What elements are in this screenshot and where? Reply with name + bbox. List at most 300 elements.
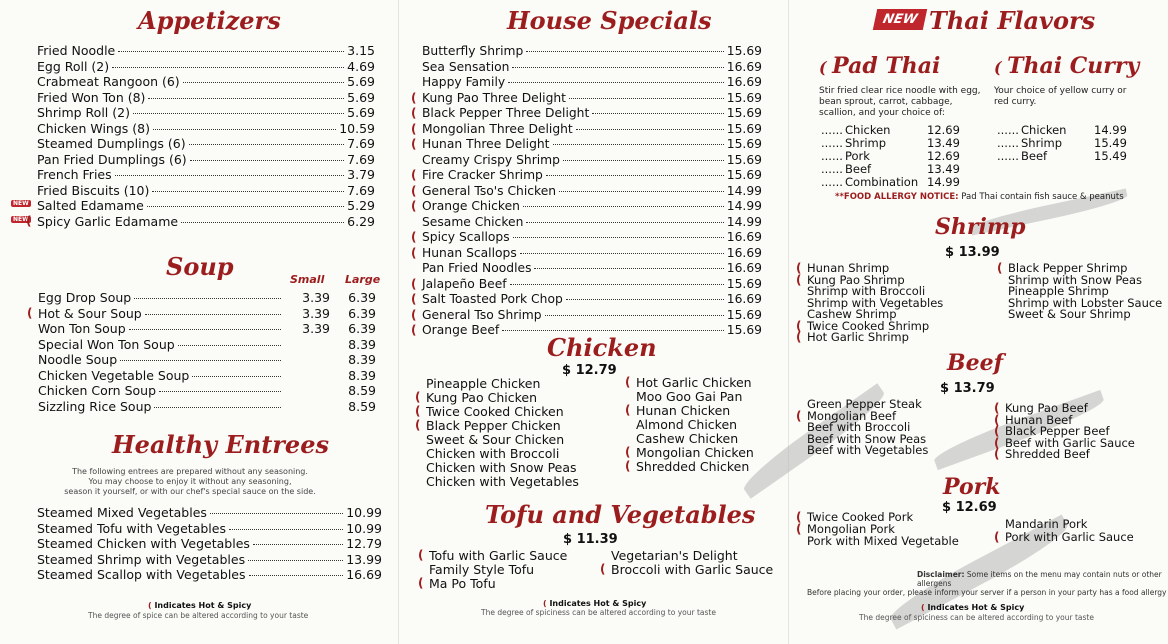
menu-item-price: 7.69: [347, 136, 375, 151]
menu-item: [636, 417, 754, 431]
menu-item-price-large: 8.59: [348, 383, 376, 398]
chicken-list-left: [415, 376, 579, 489]
disclaimer-label: Disclaimer:: [917, 570, 965, 579]
allergy-label: **FOOD ALLERGY NOTICE:: [835, 192, 959, 202]
menu-item: [411, 168, 762, 184]
chili-icon: (: [796, 318, 802, 333]
menu-item-name: Fried Biscuits (10): [37, 182, 150, 198]
dot-leader: [190, 160, 344, 161]
dot-leader: [526, 51, 724, 52]
menu-item-name: Hunan Chicken: [636, 403, 731, 418]
menu-item-price: 16.69: [726, 261, 762, 275]
chili-icon: (: [625, 403, 631, 417]
menu-item-price-small: 3.39: [302, 305, 330, 321]
new-badge: NEW: [873, 9, 928, 30]
thai-curry-list: [997, 123, 1127, 162]
menu-item-name: Crabmeat Rangoon (6): [37, 74, 180, 89]
menu-item-name: Black Pepper Beef: [1005, 424, 1110, 438]
menu-item-price: 15.69: [726, 276, 762, 291]
menu-item: [997, 261, 1162, 275]
menu-item-name: Kung Pao Beef: [1005, 401, 1088, 415]
menu-item-price: 14.99: [1094, 123, 1127, 137]
chili-icon: (: [625, 375, 631, 389]
menu-item-price-large: 8.39: [348, 336, 376, 352]
menu-item: [38, 337, 376, 353]
menu-item-name: Shrimp with Lobster Sauce: [1008, 295, 1163, 310]
menu-item: [821, 175, 960, 188]
menu-item: [807, 307, 943, 319]
menu-item: [611, 548, 773, 562]
menu-item-price: 14.99: [927, 175, 960, 189]
menu-item-name: General Tso Shrimp: [422, 307, 542, 322]
menu-item-price: 5.69: [347, 74, 375, 89]
menu-item: [807, 534, 959, 546]
menu-item: [13, 198, 375, 214]
chili-icon: (: [27, 305, 33, 320]
dot-leader: [148, 98, 344, 99]
tofu-list-right: [600, 548, 774, 577]
hot-spicy-key-text: Indicates Hot & Spicy: [154, 601, 252, 610]
menu-item-name: Sweet & Sour Chicken: [426, 432, 565, 447]
menu-item: [422, 44, 762, 60]
menu-item: [997, 136, 1127, 149]
menu-item-price-small: 3.39: [302, 321, 330, 336]
menu-item-name: Pork with Garlic Sauce: [1005, 530, 1134, 544]
menu-item: [37, 136, 375, 152]
soup-title: Soup: [166, 252, 234, 281]
menu-item-name: Orange Beef: [422, 323, 500, 337]
menu-item-name: Hunan Shrimp: [807, 261, 890, 275]
menu-item: [1005, 517, 1134, 530]
menu-item-name: Steamed Shrimp with Vegetables: [37, 551, 246, 567]
dot-leader: [546, 175, 724, 176]
menu-item: [796, 408, 928, 423]
menu-item: [997, 149, 1127, 162]
menu-item-price: 15.49: [1094, 149, 1127, 163]
dot-leader: [249, 575, 344, 576]
menu-item: [625, 459, 754, 474]
menu-item-name: Moo Goo Gai Pan: [636, 389, 743, 404]
chicken-price: $ 12.79: [562, 363, 617, 378]
menu-item: [821, 149, 960, 162]
spice-note: The degree of spiciness can be altered according to your taste: [859, 613, 1094, 622]
menu-item: [796, 272, 943, 287]
chili-icon: (: [411, 276, 417, 291]
menu-item-name: Beef with Garlic Sauce: [1005, 435, 1135, 450]
menu-item-price: 7.69: [347, 151, 375, 167]
spice-note: The degree of spice can be altered according to your taste: [88, 611, 309, 620]
chili-icon: (: [418, 548, 424, 562]
menu-item: [38, 352, 376, 368]
menu-item-price: 4.69: [347, 58, 375, 74]
chili-icon: (: [411, 106, 417, 120]
menu-item-name: Shrimp with Snow Peas: [1008, 272, 1143, 287]
menu-item-name: Twice Cooked Chicken: [426, 404, 564, 419]
menu-item: [38, 290, 376, 306]
menu-item-name: Chicken Corn Soup: [38, 383, 157, 398]
chili-icon: (: [997, 261, 1003, 275]
chili-icon: (: [796, 522, 802, 536]
menu-item-name: Tofu with Garlic Sauce: [429, 548, 568, 563]
menu-item-name: Egg Roll (2): [37, 58, 110, 74]
menu-item-name: Hot & Sour Soup: [38, 305, 142, 321]
menu-item-price: 15.69: [726, 168, 762, 182]
menu-item-price-large: 6.39: [348, 305, 376, 321]
dot-leader: [115, 175, 345, 176]
dot-leader: [526, 222, 723, 223]
pork-price: $ 12.69: [942, 500, 997, 515]
menu-item-name: General Tso's Chicken: [422, 183, 557, 198]
menu-item: [38, 321, 376, 337]
dot-leader: ......: [821, 136, 843, 150]
shrimp-title: Shrimp: [935, 214, 1026, 240]
menu-item-name: Beef with Broccoli: [807, 420, 911, 434]
menu-item-price: 16.69: [726, 292, 762, 306]
menu-item: [37, 105, 375, 121]
menu-item: [422, 153, 762, 169]
dot-leader: [569, 98, 724, 99]
menu-item: [415, 390, 579, 405]
menu-item: [37, 43, 375, 59]
menu-item-price: 7.69: [347, 182, 375, 198]
menu-item-price: 13.49: [927, 136, 960, 150]
thai-curry-desc: [994, 86, 1127, 108]
menu-item: [411, 90, 762, 107]
chili-icon: (: [411, 90, 417, 105]
new-badge: NEW: [13, 215, 29, 223]
dot-leader: [545, 315, 724, 316]
menu-item-price-large: 6.39: [348, 290, 376, 305]
pad-thai-desc: [819, 86, 981, 119]
menu-item: [1008, 296, 1162, 308]
menu-item-price: 10.99: [346, 505, 382, 520]
menu-item-name: Pork: [845, 149, 870, 163]
menu-item-name: Chicken: [845, 123, 891, 137]
menu-item-name: Mongolian Chicken: [636, 445, 754, 460]
dot-leader: [189, 144, 345, 145]
menu-item-name: Beef with Snow Peas: [807, 431, 927, 446]
menu-item-name: Beef: [1021, 149, 1048, 163]
menu-item-name: Cashew Chicken: [636, 431, 739, 446]
menu-item-price: 3.79: [347, 167, 375, 182]
menu-item: [600, 562, 774, 577]
dot-leader: [553, 144, 724, 145]
dot-leader: [192, 376, 281, 377]
menu-item-name: Hot Garlic Shrimp: [807, 330, 909, 344]
thai-curry-title-text: Thai Curry: [1007, 53, 1140, 79]
healthy-title: Healthy Entrees: [112, 430, 329, 459]
menu-item-price: 10.59: [339, 120, 375, 136]
menu-item: [411, 245, 762, 262]
dot-leader: [523, 206, 724, 207]
menu-item-price: 12.79: [346, 536, 382, 551]
menu-item: [422, 261, 762, 277]
dot-leader: [592, 113, 724, 114]
menu-item: [418, 548, 568, 563]
menu-item: [426, 376, 579, 390]
menu-item-price-large: 8.59: [348, 398, 376, 414]
menu-item-name: Shrimp: [1021, 136, 1063, 150]
menu-item-name: Mandarin Pork: [1005, 517, 1088, 531]
menu-item-name: Mongolian Three Delight: [422, 121, 573, 136]
pad-thai-title-text: Pad Thai: [832, 53, 941, 79]
house-specials-list: [411, 44, 762, 339]
dot-leader: [576, 129, 724, 130]
menu-item: [411, 307, 762, 324]
menu-item-price: 15.69: [726, 44, 762, 58]
menu-item-name: Black Pepper Shrimp: [1008, 261, 1128, 275]
menu-item: [625, 375, 754, 390]
menu-item: [37, 521, 382, 537]
menu-item: [994, 530, 1134, 544]
menu-item-price: 13.49: [927, 162, 960, 176]
chili-icon: (: [543, 599, 547, 608]
disclaimer: [807, 570, 1168, 597]
menu-item: [37, 536, 382, 552]
menu-item-name: Cashew Shrimp: [807, 307, 897, 321]
pad-thai-desc-line: Stir fried clear rice noodle with egg,: [819, 86, 981, 96]
dot-leader: [120, 360, 281, 361]
menu-item: [807, 420, 928, 432]
menu-item-name: Beef with Vegetables: [807, 443, 929, 457]
menu-item: [625, 403, 754, 418]
dot-leader: ......: [821, 123, 843, 137]
chili-icon: (: [415, 418, 421, 432]
menu-item-name: Noodle Soup: [38, 352, 118, 367]
menu-item: [37, 505, 382, 521]
menu-item-price: 5.69: [347, 89, 375, 105]
menu-item-name: Egg Drop Soup: [38, 290, 132, 305]
menu-item-name: Chicken with Snow Peas: [426, 460, 577, 475]
menu-item: [37, 74, 375, 90]
hot-spicy-key: [148, 601, 251, 610]
menu-item-name: Kung Pao Chicken: [426, 390, 537, 405]
thai-curry-desc-line: Your choice of yellow curry or: [994, 86, 1127, 96]
chili-icon: (: [796, 510, 802, 524]
menu-item-price: 14.99: [726, 199, 762, 213]
menu-item-price: 16.69: [726, 245, 762, 260]
menu-item: [1008, 307, 1162, 319]
menu-item-name: Black Pepper Chicken: [426, 418, 561, 433]
menu-item-name: Happy Family: [422, 75, 506, 89]
dot-leader: ......: [821, 175, 843, 189]
hot-spicy-key-text: Indicates Hot & Spicy: [927, 603, 1025, 612]
menu-item-name: Hunan Scallops: [422, 245, 517, 260]
menu-item-name: Chicken Vegetable Soup: [38, 367, 190, 383]
menu-item-name: Sweet & Sour Shrimp: [1008, 307, 1131, 321]
menu-item-price: 15.69: [726, 106, 762, 120]
chili-icon: (: [411, 323, 417, 337]
hot-spicy-key: [921, 603, 1024, 612]
menu-item: [994, 435, 1135, 450]
tofu-price: $ 11.39: [563, 532, 618, 547]
menu-item: [796, 318, 943, 333]
menu-item: [37, 121, 375, 137]
menu-item-name: Jalapeño Beef: [422, 276, 507, 291]
menu-item: [821, 162, 960, 175]
menu-item-name: Hot Garlic Chicken: [636, 375, 752, 390]
menu-item: [796, 330, 943, 344]
chili-icon: (: [415, 404, 421, 418]
dot-leader: [129, 329, 281, 330]
dot-leader: [147, 206, 344, 207]
allergy-notice: [835, 192, 1124, 203]
menu-item-name: Steamed Chicken with Vegetables: [37, 536, 250, 551]
menu-item: [994, 412, 1135, 427]
chili-icon: (: [411, 121, 417, 136]
menu-item-name: Family Style Tofu: [429, 562, 535, 577]
menu-item: [37, 90, 375, 106]
appetizers-list: [13, 43, 375, 229]
menu-item-name: Fire Cracker Shrimp: [422, 168, 543, 182]
menu-item-name: Sea Sensation: [422, 59, 510, 74]
soup-small-label: Small: [290, 273, 325, 286]
menu-item-name: Spicy Scallops: [422, 230, 510, 244]
menu-item-name: Pan Fried Noodles: [422, 261, 532, 275]
menu-item: [994, 447, 1135, 461]
menu-item: [625, 445, 754, 460]
menu-item-price: 16.69: [726, 59, 762, 74]
menu-item-name: Broccoli with Garlic Sauce: [611, 562, 774, 577]
menu-item: [411, 106, 762, 122]
menu-item: [37, 167, 375, 183]
menu-item-price: 14.99: [726, 214, 762, 229]
chili-icon: (: [796, 408, 802, 423]
menu-item: [13, 213, 375, 230]
menu-item-price: 6.29: [347, 213, 375, 229]
menu-item-price: 14.99: [726, 183, 762, 198]
thai-curry-title: [994, 53, 1139, 79]
menu-item-price: 15.49: [1094, 136, 1127, 150]
menu-item-name: Shrimp: [845, 136, 887, 150]
menu-item-price: 3.15: [347, 43, 375, 58]
dot-leader: [566, 299, 724, 300]
allergy-text: Pad Thai contain fish sauce & peanuts: [961, 192, 1124, 202]
menu-item-name: Salt Toasted Pork Chop: [422, 292, 563, 306]
pork-title: Pork: [943, 474, 1001, 500]
menu-item-name: Almond Chicken: [636, 417, 738, 432]
dot-leader: [159, 391, 281, 392]
dot-leader: [502, 330, 724, 331]
dot-leader: [133, 113, 344, 114]
chili-icon: (: [625, 445, 631, 459]
menu-item: [821, 136, 960, 149]
dot-leader: [508, 82, 724, 83]
pork-list-right: [994, 517, 1134, 544]
menu-item-name: Twice Cooked Pork: [807, 510, 914, 524]
beef-title: Beef: [947, 350, 1004, 376]
menu-item: [411, 137, 762, 153]
menu-item: [38, 368, 376, 384]
menu-item-name: Pineapple Chicken: [426, 376, 541, 391]
menu-item-price: 12.69: [927, 149, 960, 163]
chili-icon: (: [921, 603, 925, 612]
dot-leader: [563, 160, 724, 161]
dot-leader: [534, 268, 723, 269]
dot-leader: [229, 529, 343, 530]
menu-item: [997, 123, 1127, 136]
dot-leader: ......: [821, 162, 843, 176]
menu-item-name: Mongolian Beef: [807, 408, 897, 423]
dot-leader: [512, 67, 723, 68]
menu-item-name: Fried Noodle: [37, 43, 116, 58]
tofu-title: Tofu and Vegetables: [485, 500, 756, 529]
dot-leader: [183, 82, 344, 83]
chili-icon: (: [625, 459, 631, 473]
chili-icon: (: [415, 390, 421, 404]
menu-item: [1008, 284, 1162, 296]
dot-leader: [112, 67, 344, 68]
menu-item: [821, 123, 960, 136]
dot-leader: [152, 191, 344, 192]
menu-item: [636, 431, 754, 445]
chili-icon: (: [600, 562, 606, 576]
chili-icon: (: [411, 245, 417, 260]
menu-panel-right: [788, 0, 1168, 644]
menu-item-name: Kung Pao Shrimp: [807, 272, 905, 287]
tofu-list-left: [418, 548, 568, 591]
chili-icon: (: [411, 137, 417, 151]
menu-item-name: Creamy Crispy Shrimp: [422, 152, 560, 167]
chili-icon: (: [994, 435, 1000, 450]
menu-item-price: 15.69: [726, 307, 762, 322]
healthy-note-line: You may choose to enjoy it without any seasoning,: [88, 477, 292, 486]
dot-leader: ......: [997, 149, 1019, 163]
menu-item-name: Fried Won Ton (8): [37, 89, 146, 105]
menu-item: [37, 567, 382, 583]
chili-icon: (: [796, 330, 802, 344]
new-badge: NEW: [13, 200, 29, 207]
menu-item-name: Shrimp with Vegetables: [807, 295, 944, 310]
pork-list-left: [796, 510, 959, 548]
healthy-note: [40, 467, 340, 497]
shrimp-list-left: [796, 261, 944, 344]
beef-price: $ 13.79: [940, 381, 995, 396]
menu-item: [422, 75, 762, 91]
menu-item-name: Steamed Dumplings (6): [37, 136, 186, 151]
dot-leader: [510, 284, 724, 285]
menu-item-name: Combination: [845, 175, 919, 189]
menu-item-name: Chicken Wings (8): [37, 120, 150, 136]
menu-item: [426, 474, 579, 488]
menu-item-price: 16.69: [726, 230, 762, 244]
dot-leader: [520, 253, 724, 254]
chili-icon: (: [411, 230, 417, 244]
menu-item-name: Hunan Three Delight: [422, 137, 550, 151]
menu-item-name: Salted Edamame: [37, 198, 144, 213]
healthy-list: [37, 505, 382, 583]
shrimp-list-right: [997, 261, 1163, 321]
menu-item-price: 5.29: [347, 198, 375, 213]
menu-item-name: Beef: [845, 162, 872, 176]
menu-item-price: 12.69: [927, 123, 960, 137]
menu-item-name: Black Pepper Three Delight: [422, 106, 590, 120]
menu-item-price-large: 8.39: [348, 352, 376, 367]
pad-thai-desc-line: scallion, and your choice of:: [819, 108, 945, 118]
menu-item: [27, 305, 376, 322]
chili-icon: (: [994, 530, 1000, 544]
menu-item: [411, 276, 762, 293]
menu-item: [38, 383, 376, 399]
chili-icon: (: [994, 58, 1008, 77]
menu-item: [807, 432, 928, 444]
pad-thai-title: [819, 53, 940, 79]
menu-item-price: 16.69: [726, 75, 762, 89]
menu-item-price-large: 8.39: [348, 367, 376, 383]
menu-item-name: Shrimp with Broccoli: [807, 284, 926, 298]
menu-item-name: Steamed Tofu with Vegetables: [37, 520, 226, 536]
menu-item-name: Shrimp Roll (2): [37, 105, 130, 120]
